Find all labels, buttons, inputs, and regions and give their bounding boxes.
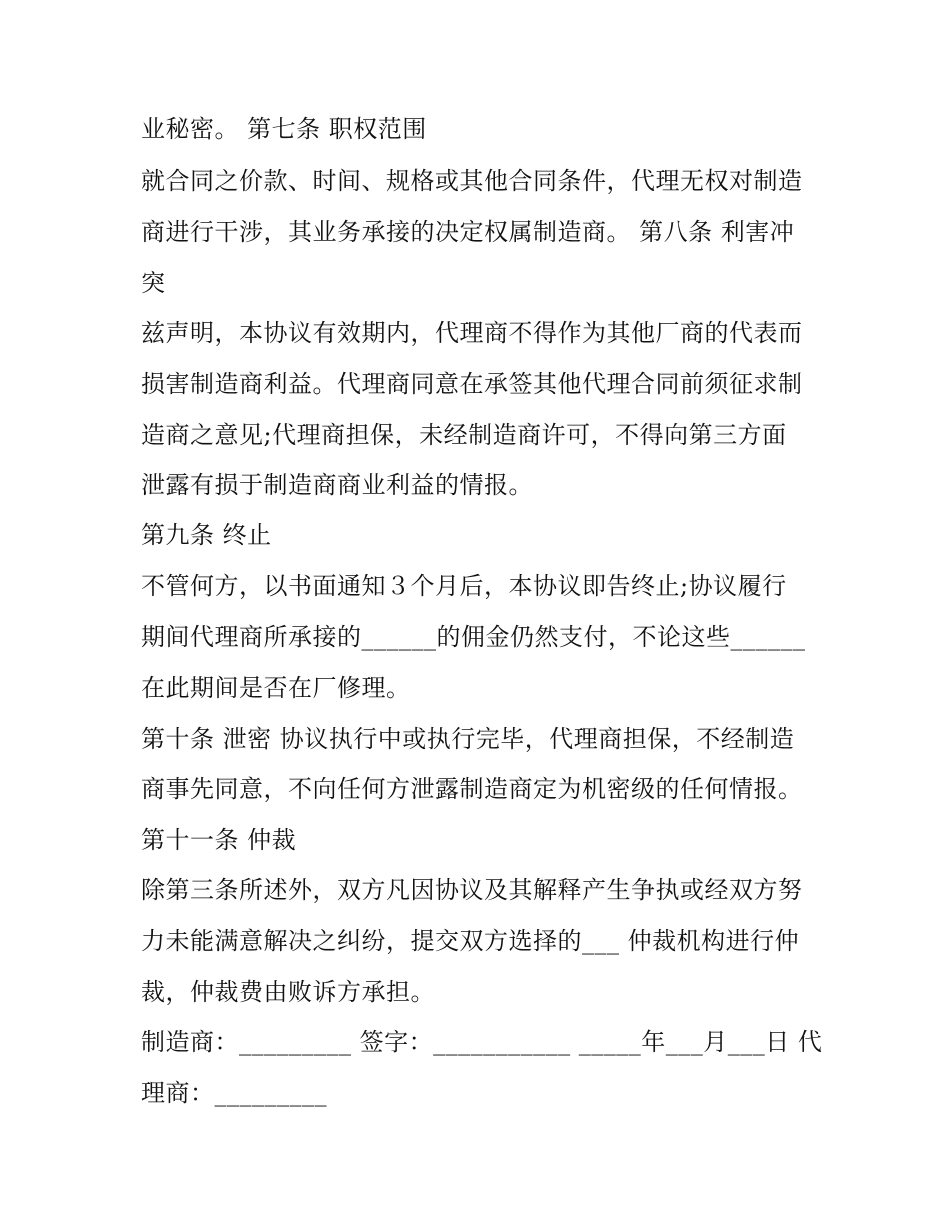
text-line: 商事先同意，不向任何方泄露制造商定为机密级的任何情报。 xyxy=(141,775,803,803)
text-line: 损害制造商利益。代理商同意在承签其他代理合同前须征求制 xyxy=(141,370,803,398)
section-heading: 第十一条 仲裁 xyxy=(141,826,297,854)
text-line: 商进行干涉，其业务承接的决定权属制造商。 第八条 利害冲 xyxy=(141,218,795,246)
text-line: 除第三条所述外，双方凡因协议及其解释产生争执或经双方努 xyxy=(141,876,803,904)
text-line: 力未能满意解决之纠纷，提交双方选择的___ 仲裁机构进行仲 xyxy=(141,927,800,955)
text-line: 第十条 泄密 协议执行中或执行完毕，代理商担保，不经制造 xyxy=(141,725,795,753)
text-line: 业秘密。 第七条 职权范围 xyxy=(141,115,427,143)
text-line: 裁，仲裁费由败诉方承担。 xyxy=(141,978,435,1006)
text-line: 在此期间是否在厂修理。 xyxy=(141,674,411,702)
text-line: 突 xyxy=(141,269,166,297)
text-line: 不管何方，以书面通知３个月后，本协议即告终止;协议履行 xyxy=(141,572,787,600)
text-line: 兹声明，本协议有效期内，代理商不得作为其他厂商的代表而 xyxy=(141,319,803,347)
text-line: 造商之意见;代理商担保，未经制造商许可，不得向第三方面 xyxy=(141,421,787,449)
text-line: 泄露有损于制造商商业利益的情报。 xyxy=(141,471,533,499)
section-heading: 第九条 终止 xyxy=(141,521,272,549)
signature-line: 理商：_________ xyxy=(141,1079,327,1107)
text-line: 就合同之价款、时间、规格或其他合同条件，代理无权对制造 xyxy=(141,167,803,195)
text-line: 期间代理商所承接的______的佣金仍然支付，不论这些______ xyxy=(141,623,806,651)
signature-line: 制造商：_________ 签字：___________ _____年___月___日 代 xyxy=(141,1028,823,1056)
